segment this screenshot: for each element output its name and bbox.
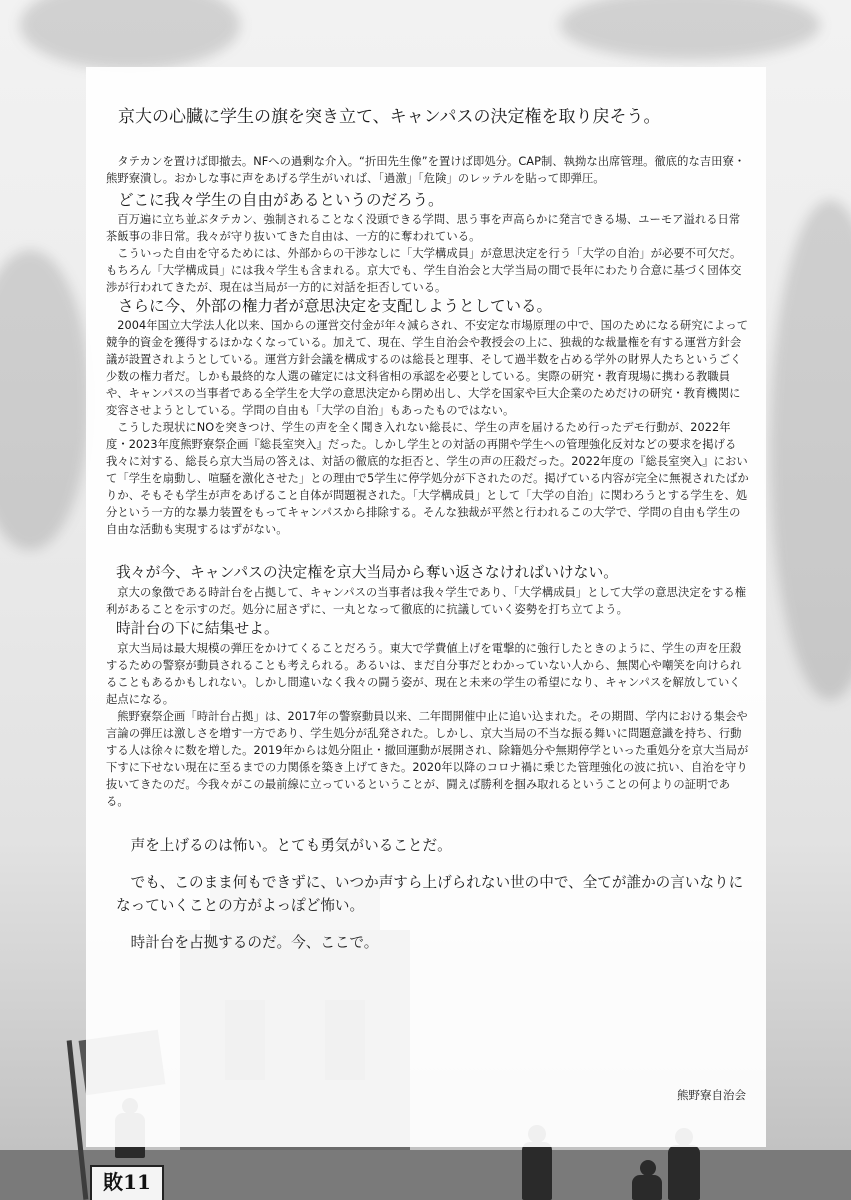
cloud	[560, 0, 820, 60]
flyer-text-panel	[86, 67, 766, 1147]
paragraph: 2004年国立大学法人化以来、国からの運営交付金が年々減らされ、不安定な市場原理の中で、国のためになる研究によって競争的資金を獲得するほかなくなっている。加えて、現在、学生自治会や教授会の上に、独裁的な裁量権を有する運営方針会議が設置されようとしている。運営方針会議を構成するのは総長と理事、そして過半数を占める学外の財界人たちというごく少数の権力者だ。しかも最終的な人選の確定には文科省相の承認を必要としている。実際の研究・教育現場に携わる教職員や、キャンパスの当事者である全学生を大学の意思決定から閉め出し、大学を国家や巨大企業のためだけの研究・教育機関に変容させようとしている。学問の自由も「大学の自治」もあったものではない。	[106, 319, 749, 417]
cloud	[20, 0, 240, 70]
person-silhouette	[668, 1145, 700, 1200]
flyer-title: 京大の心臓に学生の旗を突き立て、キャンパスの決定権を取り戻そう。	[118, 107, 661, 127]
protest-banner: 敗11	[90, 1165, 164, 1200]
paragraph: こうした現状にNOを突きつけ、学生の声を全く聞き入れない総長に、学生の声を届けるため行ったデモ行動が、2022年度・2023年度熊野寮祭企画『総長室突入』だった。しかし学生との対話の再開や学生への管理強化反対などの要求を掲げる我々に対する、総長ら京大当局の答えは、対話の徹底的な拒否と、学生の声の圧殺だった。2022年度の『総長室突入』において「学生を扇動し、喧騒を激化させた」との理由で5学生に停学処分が下されたのだ。掲げている内容が完全に無視されたばかりか、そもそも学生が声をあげること自体が問題視された。「大学構成員」として「大学の自治」に関わろうとする学生を、処分という一方的な暴力装置をもってキャンパスから排除する。そんな独裁が平然と行われるこの大学で、学問の自由も学生の自由な活動も実現するはずがない。	[106, 421, 749, 536]
closing-line: 声を上げるのは怖い。とても勇気がいることだ。	[130, 837, 452, 854]
paragraph: こういった自由を守るためには、外部からの干渉なしに「大学構成員」が意思決定を行う「大学の自治」が必要不可欠だ。もちろん「大学構成員」には我々学生も含まれる。京大でも、学生自治会と大学当局の間で長年にわたり合意に基づく団体交渉が行われてきたが、現在は当局が一方的に対話を拒否している。	[106, 247, 742, 294]
paragraph: 熊野寮祭企画「時計台占拠」は、2017年の警察動員以来、二年間開催中止に追い込まれた。その期間、学内における集会や言論の弾圧は激しさを増す一方であり、学生処分が乱発された。しかし、京大当局の不当な振る舞いに問題意識を持ち、行動する人は徐々に数を増した。2019年からは処分阻止・撤回運動が展開され、除籍処分や無期停学といった重処分を京大当局が下すに下せない現在に至るまでの力関係を築き上げてきた。2020年以降のコロナ禍に乗じた管理強化の波に抗い、自治を守り抜いてきたのだ。今我々がこの最前線に立っているということが、闘えば勝利を掴み取れるということの何よりの証明である。	[106, 710, 749, 808]
section-heading: 時計台の下に結集せよ。	[116, 620, 279, 637]
paragraph: 百万遍に立ち並ぶタテカン、強制されることなく没頭できる学問、思う事を声高らかに発言できる場、ユーモア溢れる日常茶飯事の非日常。我々が守り抜いてきた自由は、一方的に奪われている。	[106, 213, 741, 243]
section-heading: さらに今、外部の権力者が意思決定を支配しようとしている。	[118, 297, 553, 315]
closing-line: でも、このまま何もできずに、いつか声すら上げられない世の中で、全てが誰かの言いなりになっていくことの方がよっぽど怖い。	[116, 874, 744, 914]
section-heading: 我々が今、キャンパスの決定権を京大当局から奪い返さなければいけない。	[116, 564, 619, 581]
closing-line: 時計台を占拠するのだ。今、ここで。	[130, 934, 379, 951]
paragraph: 京大当局は最大規模の弾圧をかけてくることだろう。東大で学費値上げを電撃的に強行したときのように、学生の声を圧殺するための警察が動員されることも考えられる。あるいは、まだ自分事だとわかっていない人から、無関心や嘲笑を向けられることもあるかもしれない。しかし間違いなく我々の闘う姿が、現在と未来の学生の希望になり、キャンパスを解放していく起点になる。	[106, 642, 742, 706]
paragraph: タテカンを置けば即撤去。NFへの過剰な介入。“折田先生像”を置けば即処分。CAP制、執拗な出席管理。徹底的な吉田寮・熊野寮潰し。おかしな事に声をあげる学生がいれば、「過激」「危険」のレッテルを貼って即弾圧。	[106, 155, 746, 185]
person-silhouette	[632, 1175, 662, 1200]
paragraph: 京大の象徴である時計台を占拠して、キャンパスの当事者は我々学生であり、「大学構成員」として大学の意思決定をする権利があることを示すのだ。処分に屈さずに、一丸となって徹底的に抗議していく姿勢を打ち立てよう。	[106, 586, 747, 616]
person-head	[640, 1160, 656, 1176]
section-heading: どこに我々学生の自由があるというのだろう。	[118, 191, 444, 209]
cloud	[770, 200, 851, 700]
person-silhouette	[522, 1142, 552, 1200]
signature: 熊野寮自治会	[677, 1088, 746, 1102]
cloud	[0, 250, 90, 550]
